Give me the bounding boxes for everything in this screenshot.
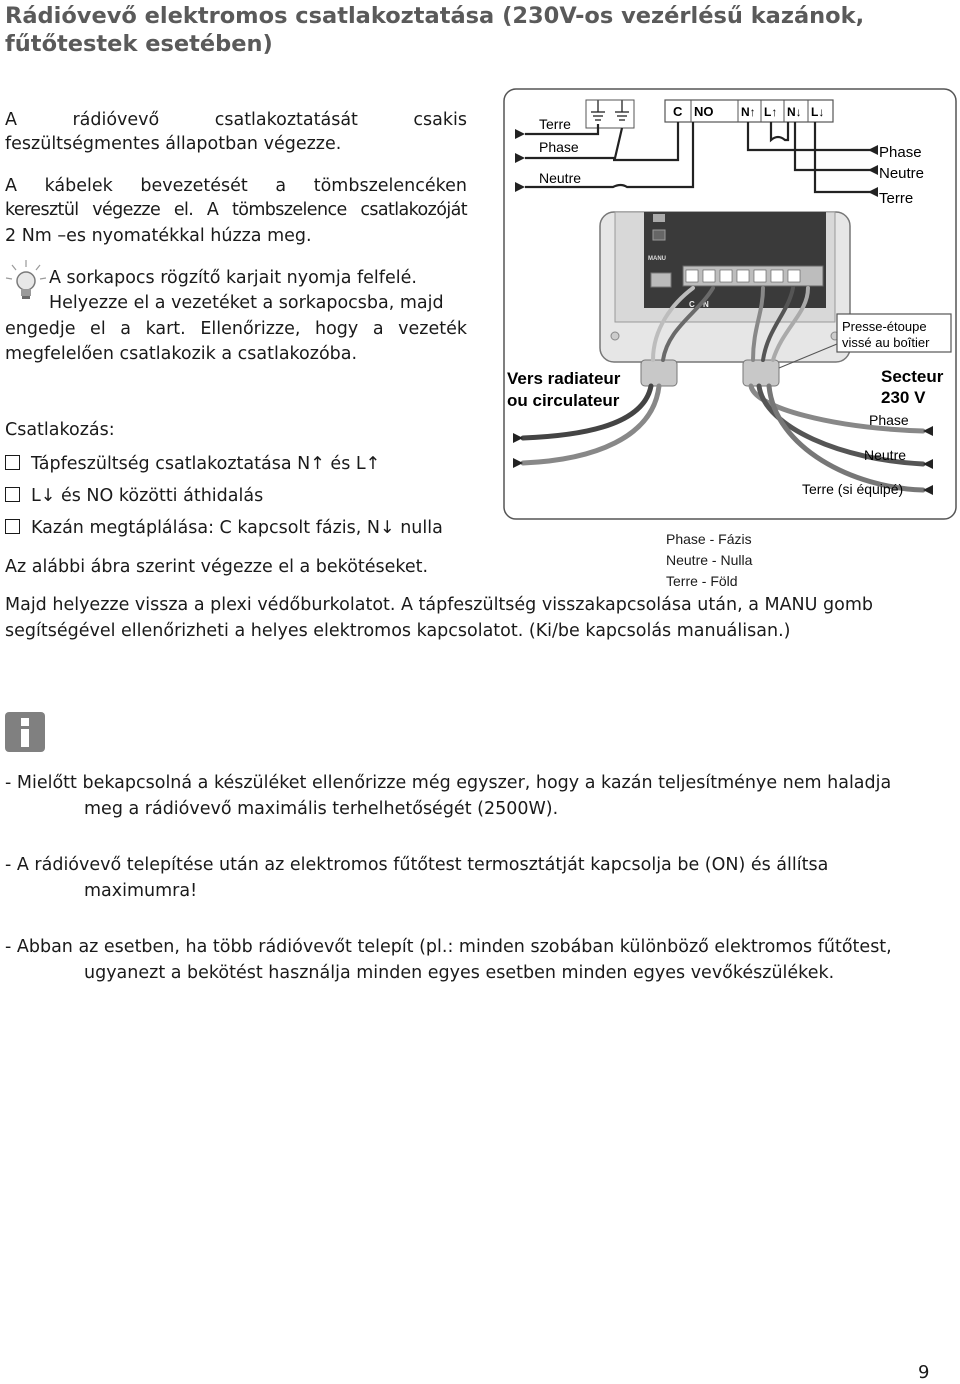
intro-line-3: A kábelek bevezetését a tömbszelencéken: [5, 176, 467, 196]
voltage-label: 230 V: [881, 388, 926, 407]
circuit-board: [644, 212, 826, 308]
bottom-label-neutre: Neutre: [864, 447, 907, 463]
note-line-2: meg a rádióvevő maximális terhelhetőségét (2500W).: [84, 799, 559, 819]
checklist-item: [5, 452, 380, 476]
tip-line-1: A sorkapocs rögzítő karjait nyomja felfelé.: [49, 268, 417, 288]
right-label-terre: Terre: [879, 190, 914, 207]
cable-gland: [743, 360, 779, 386]
presse-line-2: vissé au boîtier: [842, 335, 930, 350]
intro-line-2: feszültségmentes állapotban végezze.: [5, 134, 342, 154]
note-item: [5, 852, 957, 904]
board-n-label: N: [703, 300, 709, 309]
note-line-1: - Mielőtt bekapcsolná a készüléket ellenőrizze még egyszer, hogy a kazán teljesítménye nem haladja: [5, 773, 892, 793]
vers-line-2: ou circulateur: [507, 391, 620, 410]
checkbox-icon: [5, 455, 20, 470]
note-line-2: ugyanezt a bekötést használja minden egyes esetben minden egyes vevőkészülékek.: [84, 963, 835, 983]
closing-line-2: segítségével ellenőrizheti a helyes elektromos kapcsolatot. (Ki/be kapcsolás manuálisan.): [5, 621, 791, 641]
page-number: 9: [918, 1362, 930, 1383]
checklist-item: [5, 484, 263, 508]
tip-line-3: engedje el a kart. Ellenőrizze, hogy a vezeték: [5, 319, 467, 339]
legend-item: Terre - Föld: [666, 573, 738, 589]
board-c-label: C: [689, 300, 695, 309]
left-label-terre: Terre: [539, 116, 571, 132]
checklist-item-label: L↓ és NO közötti áthidalás: [31, 486, 264, 506]
terminal-c: C: [673, 104, 683, 119]
bottom-label-phase: Phase: [869, 412, 909, 428]
info-icon: [5, 712, 45, 752]
tip-line-4: megfelelően csatlakozik a csatlakozóba.: [5, 344, 358, 364]
manu-label: MANU: [648, 256, 666, 262]
bottom-label-terre: Terre (si équipé): [802, 481, 904, 497]
wiring-diagram: [503, 88, 957, 520]
lightbulb-icon: [3, 258, 49, 304]
cable-gland: [641, 360, 677, 386]
note-line-1: - Abban az esetben, ha több rádióvevőt telepít (pl.: minden szobában különböző elektromos fűtőtest,: [5, 937, 892, 957]
right-label-phase: Phase: [879, 144, 922, 161]
presse-line-1: Presse-étoupe: [842, 319, 927, 334]
intro-line-4: keresztül végezze el. A tömbszelence csatlakozóját: [5, 200, 467, 220]
vers-line-1: Vers radiateur: [507, 369, 621, 388]
checklist-item-label: Kazán megtáplálása: C kapcsolt fázis, N↓ nulla: [31, 518, 443, 538]
right-label-neutre: Neutre: [879, 165, 925, 182]
tip-line-2: Helyezze el a vezetéket a sorkapocsba, majd: [49, 293, 444, 313]
legend-item: Phase - Fázis: [666, 531, 752, 547]
left-label-neutre: Neutre: [539, 170, 582, 186]
note-line-1: - A rádióvevő telepítése után az elektromos fűtőtest termosztátját kapcsolja be (ON) és állítsa: [5, 855, 829, 875]
terminal-l-down: L↓: [811, 105, 825, 119]
intro-line-1: A rádióvevő csatlakoztatását csakis: [5, 110, 467, 130]
terminal-n-down: N↓: [787, 105, 802, 119]
terminal-l-up: L↑: [764, 105, 778, 119]
page-title: Rádióvevő elektromos csatlakoztatása (230V-os vezérlésű kazánok, fűtőtestek esetében): [5, 3, 865, 57]
left-label-phase: Phase: [539, 139, 579, 155]
note-item: [5, 934, 957, 986]
checkbox-icon: [5, 519, 20, 534]
legend-item: Neutre - Nulla: [666, 552, 753, 568]
closing-line-1: Majd helyezze vissza a plexi védőburkolatot. A tápfeszültség visszakapcsolása után, a MANU gomb: [5, 595, 873, 615]
checklist-item-label: Tápfeszültség csatlakoztatása N↑ és L↑: [31, 454, 381, 474]
checklist-item: [5, 516, 443, 540]
manu-button: [653, 230, 665, 240]
terminal-no: NO: [694, 104, 714, 119]
connections-heading: Csatlakozás:: [5, 420, 115, 440]
terminal-n-up: N↑: [741, 105, 756, 119]
connections-after: Az alábbi ábra szerint végezze el a bekötéseket.: [5, 557, 429, 577]
secteur-label: Secteur: [881, 367, 944, 386]
note-line-2: maximumra!: [84, 881, 198, 901]
intro-line-5: 2 Nm –es nyomatékkal húzza meg.: [5, 226, 312, 246]
checkbox-icon: [5, 487, 20, 502]
note-item: [5, 770, 957, 822]
